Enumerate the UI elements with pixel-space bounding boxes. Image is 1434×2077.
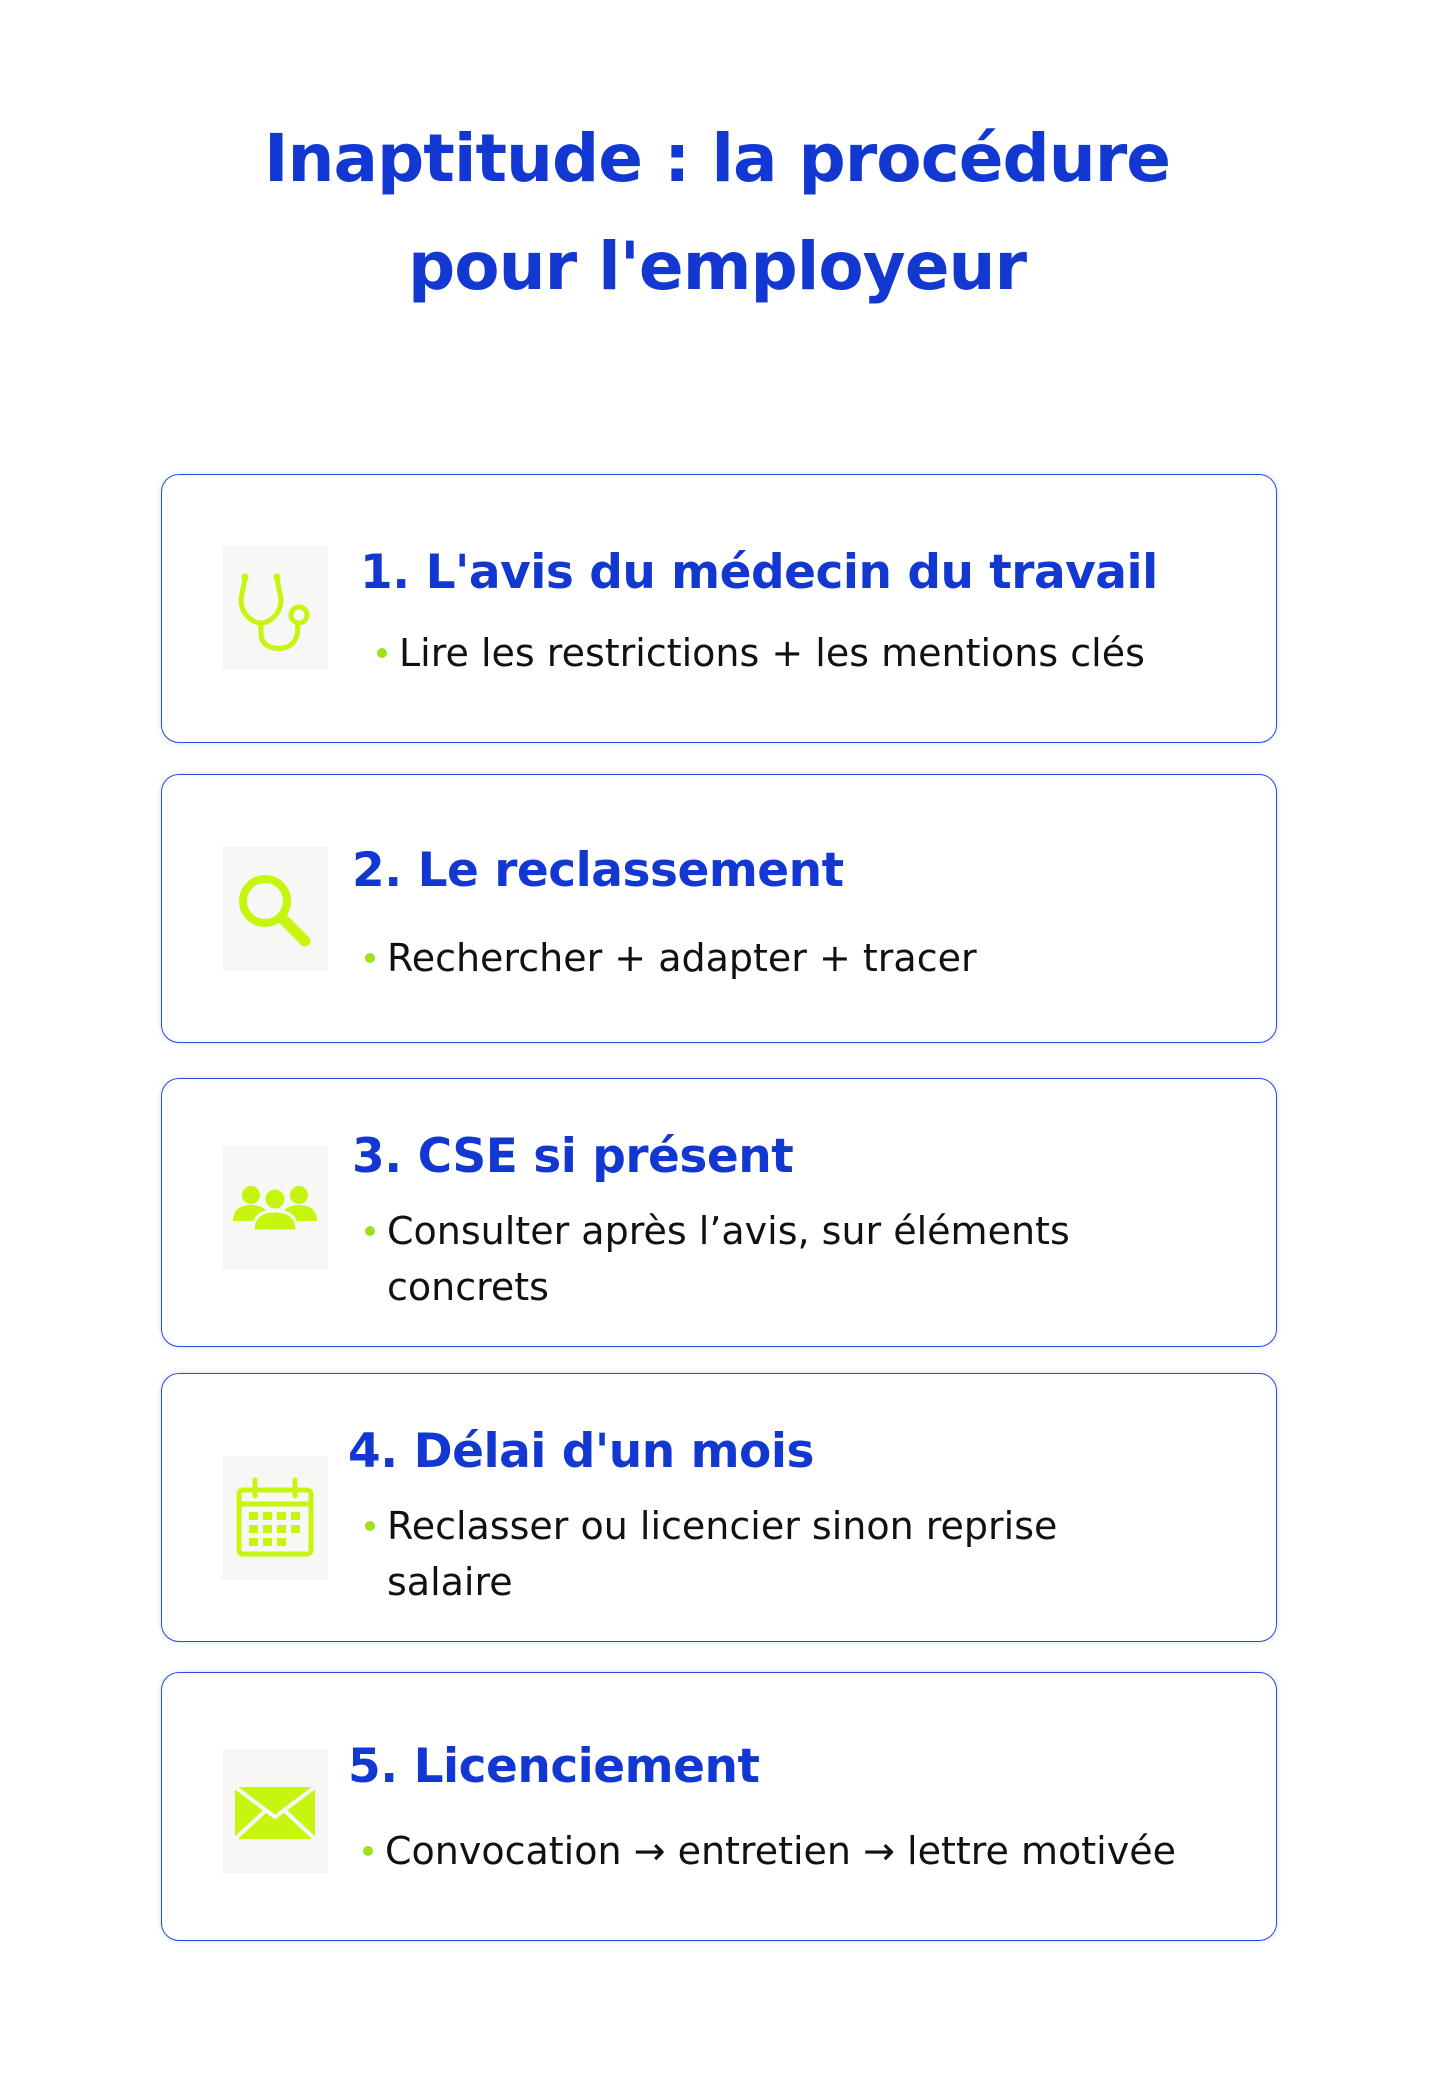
step-title-3 (352, 1129, 793, 1184)
step-title-1 (360, 545, 1158, 600)
step-number-4: 4. (348, 1424, 398, 1479)
stethoscope-icon (225, 557, 325, 657)
step-icon-box-4 (222, 1456, 328, 1580)
bullet-dot-2 (365, 953, 375, 963)
step-icon-box-5 (222, 1749, 328, 1873)
step-title-text-4: Délai d'un mois (413, 1424, 814, 1479)
step-bullet-text-3: Consulter après l’avis, sur éléments concrets (387, 1209, 1070, 1309)
bullet-dot-3 (365, 1226, 375, 1236)
page-title-line-1: Inaptitude : la procédure (263, 120, 1171, 197)
step-title-text-5: Licenciement (413, 1739, 760, 1794)
step-title-text-1: L'avis du médecin du travail (425, 545, 1158, 600)
step-number-2: 2. (352, 843, 402, 898)
step-title-text-2: Le reclassement (417, 843, 844, 898)
page-title-line-2: pour l'employeur (408, 228, 1026, 305)
step-title-2 (352, 843, 844, 898)
step-bullet-5 (385, 1823, 1255, 1879)
bullet-dot-4 (365, 1521, 375, 1531)
step-bullet-1 (399, 625, 1269, 681)
step-icon-box-1 (222, 545, 328, 669)
people-icon (225, 1157, 325, 1257)
step-card-1 (161, 474, 1277, 743)
bullet-dot-5 (363, 1846, 373, 1856)
step-card-5 (161, 1672, 1277, 1941)
step-card-2 (161, 774, 1277, 1043)
envelope-icon (225, 1761, 325, 1861)
step-title-4 (348, 1424, 814, 1479)
step-card-4 (161, 1373, 1277, 1642)
step-title-text-3: CSE si présent (417, 1129, 794, 1184)
step-icon-box-2 (222, 847, 328, 971)
step-bullet-3 (387, 1203, 1147, 1315)
magnifier-icon (225, 859, 325, 959)
step-card-3 (161, 1078, 1277, 1347)
calendar-icon (225, 1468, 325, 1568)
step-number-5: 5. (348, 1739, 398, 1794)
step-bullet-text-1: Lire les restrictions + les mentions clés (399, 631, 1145, 675)
bullet-dot-1 (377, 648, 387, 658)
step-bullet-text-5: Convocation → entretien → lettre motivée (385, 1829, 1176, 1873)
step-number-1: 1. (360, 545, 410, 600)
step-bullet-2 (387, 930, 1257, 986)
step-title-5 (348, 1739, 759, 1794)
step-bullet-4 (387, 1498, 1147, 1610)
step-bullet-text-4: Reclasser ou licencier sinon reprise salaire (387, 1504, 1058, 1604)
step-number-3: 3. (352, 1129, 402, 1184)
page-title (0, 105, 1434, 321)
step-bullet-text-2: Rechercher + adapter + tracer (387, 936, 977, 980)
step-icon-box-3 (222, 1145, 328, 1269)
